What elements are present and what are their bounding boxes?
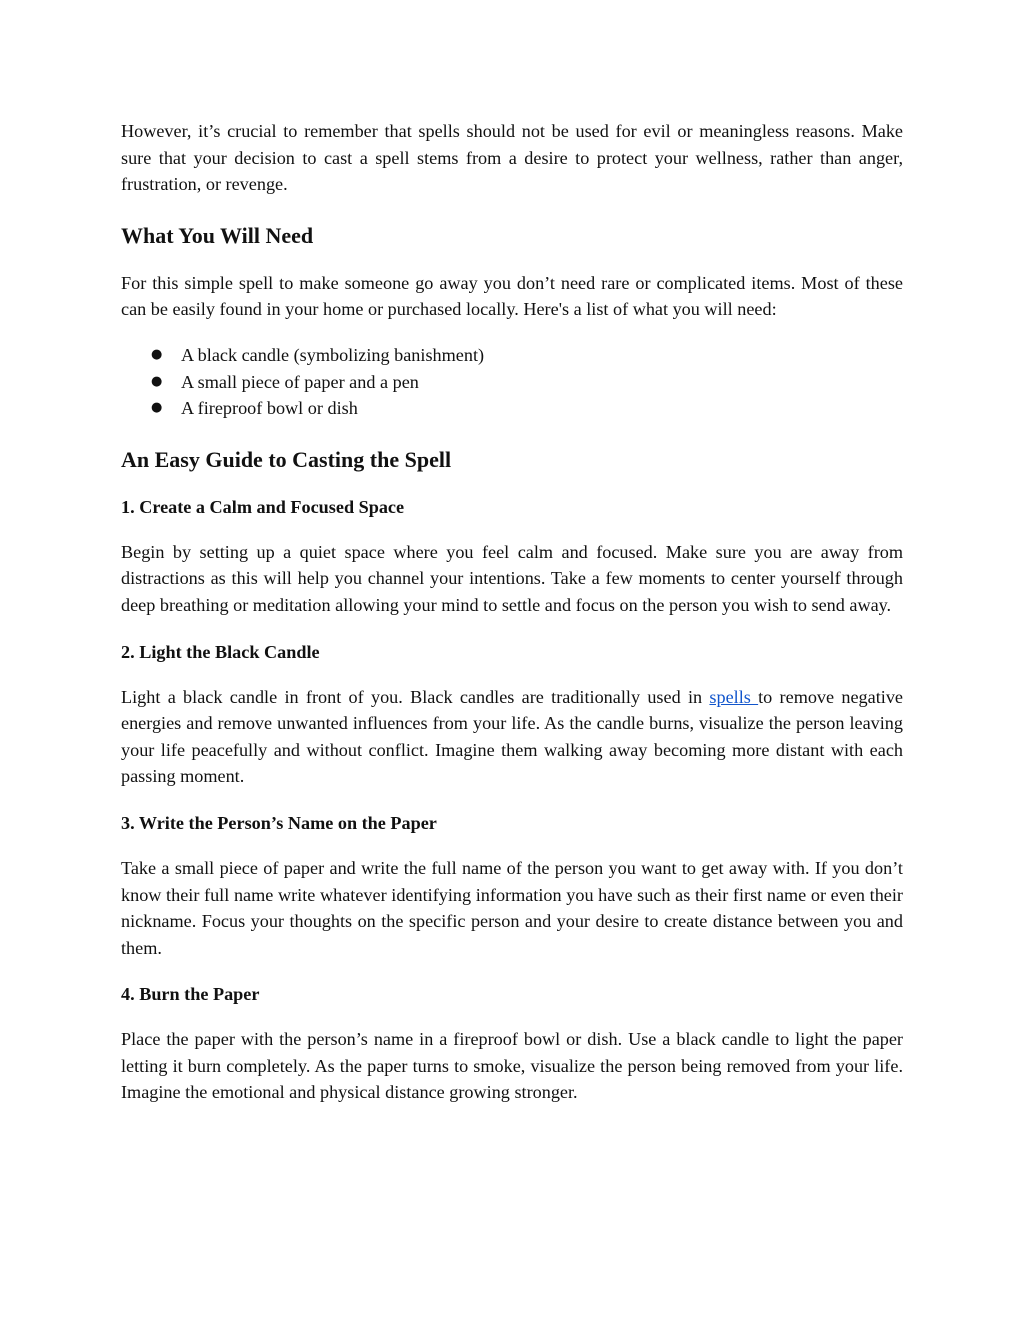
list-item [121, 342, 903, 369]
list-item [121, 395, 903, 422]
section-heading-guide: An Easy Guide to Casting the Spell [121, 446, 452, 472]
step-title-2: 2. Light the Black Candle [121, 641, 320, 662]
step-text-2-before: Light a black candle in front of you. Black candles are traditionally used in [121, 686, 710, 707]
step-text-2 [121, 684, 903, 790]
step-text-1: Begin by setting up a quiet space where you feel calm and focused. Make sure you are away from distractions as this will help you channel your intentions. Take a few moments to center yourself through deep breathing or meditation allowing your mind to settle and focus on the person you wish to send away. [121, 541, 903, 615]
needs-list [121, 342, 903, 422]
step-title-1: 1. Create a Calm and Focused Space [121, 496, 405, 517]
list-item [121, 369, 903, 396]
list-item-text: A small piece of paper and a pen [181, 371, 419, 392]
document-page [121, 118, 903, 1106]
list-item-text: A black candle (symbolizing banishment) [181, 344, 485, 365]
step-title-3: 3. Write the Person’s Name on the Paper [121, 812, 437, 833]
list-item-text: A fireproof bowl or dish [181, 398, 358, 419]
needs-paragraph: For this simple spell to make someone go away you don’t need rare or complicated items. Most of these can be easily found in your home or purchased locally. Here's a list of what you will need: [121, 272, 903, 320]
section-heading-what-you-will-need: What You Will Need [121, 222, 314, 248]
bullet-icon: ● [151, 346, 163, 362]
step-text-4: Place the paper with the person’s name in a fireproof bowl or dish. Use a black candle to light the paper letting it burn completely. As the paper turns to smoke, visualize the person being removed from your life. Imagine the emotional and physical distance growing stronger. [121, 1029, 903, 1103]
step-title-4: 4. Burn the Paper [121, 984, 260, 1005]
bullet-icon: ● [151, 400, 163, 416]
spells-link[interactable]: spells [709, 686, 759, 707]
intro-paragraph: However, it’s crucial to remember that spells should not be used for evil or meaningless reasons. Make sure that your decision to cast a spell stems from a desire to protect your wellness, rather than anger, frustration, or revenge. [121, 121, 903, 195]
step-text-3: Take a small piece of paper and write the full name of the person you want to get away with. If you don’t know their full name write whatever identifying information you have such as their first name or even their nickname. Focus your thoughts on the specific person and your desire to create distance between you and them. [121, 857, 903, 958]
step-text-2-after: to remove negative energies and remove unwanted influences from your life. As the candle burns, visualize the person leaving your life peacefully and without conflict. Imagine them walking away becoming more distant with each passing moment. [121, 686, 903, 787]
bullet-icon: ● [151, 373, 163, 389]
